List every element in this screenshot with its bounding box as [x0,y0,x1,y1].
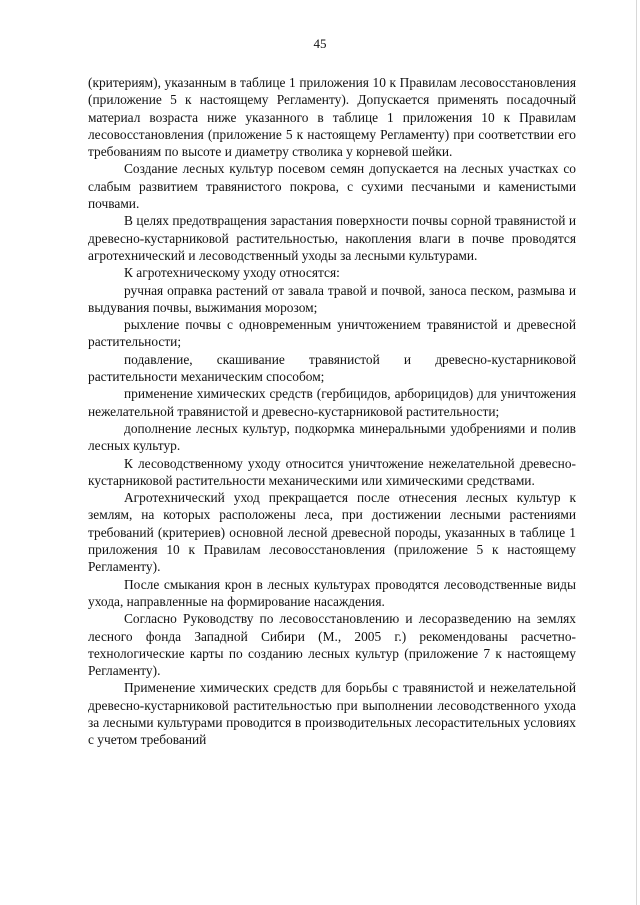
paragraph-care-purpose: В целях предотвращения зарастания поверхности почвы сорной травянистой и древесно-кустарниковой растительностью, накопления влаги в почве проводятся агротехнический и лесоводственный уходы за лесными культурами. [88,213,576,263]
paragraph-seed-sowing: Создание лесных культур посевом семян допускается на лесных участках со слабым развитием травянистого покрова, с сухими песчаными и каменистыми почвами. [88,161,576,212]
paragraph-agrotech-intro: К агротехническому уходу относятся: [124,265,340,281]
paragraph-silvicultural-care: К лесоводственному уходу относится уничтожение нежелательной древесно-кустарниковой растительности механическими или химическими средствами. [88,455,576,488]
paragraph-guidelines-reference: Согласно Руководству по лесовосстановлению и лесоразведению на землях лесного фонда Западной Сибири (М., 2005 г.) рекомендованы расчетно-технологические карты по созданию лесных культур (приложение 7 к настоящему Регламенту). [88,611,576,679]
paragraph-crown-closure: После смыкания крон в лесных культурах проводятся лесоводственные виды ухода, направленные на формирование насаждения. [88,576,576,609]
page-number: 45 [313,36,327,51]
list-item-supplementing: дополнение лесных культур, подкормка минеральными удобрениями и полив лесных культур. [88,420,576,454]
paragraph-chemical-application: Применение химических средств для борьбы с травянистой и нежелательной древесно-кустарниковой растительностью при выполнении лесоводственного ухода за лесными культурами проводится в производительных лесорастительных условиях с учетом требований [88,680,576,748]
paragraph-continuation: (критериям), указанным в таблице 1 приложения 10 к Правилам лесовосстановления (приложение 5 к настоящему Регламенту). Допускается применять посадочный материал возраста ниже указанного в таблице 1 приложения 10 к Правилам лесовосстановления (приложение 5 к настоящему Регламенту) при соответствии его требованиям по высоте и диаметру стволика у корневой шейки. [88,75,576,160]
list-item-soil-loosening: рыхление почвы с одновременным уничтожением травянистой и древесной растительности; [88,317,576,350]
list-item-manual-straightening: ручная оправка растений от завала травой и почвой, заноса песком, размыва и выдувания почвы, выжимания морозом; [88,282,576,315]
page-edge-line [636,0,637,905]
document-body [88,74,576,749]
list-item-chemical-means: применение химических средств (гербицидов, арборицидов) для уничтожения нежелательной травянистой и древесно-кустарниковой растительности; [88,386,576,419]
paragraph-agrotech-termination: Агротехнический уход прекращается после отнесения лесных культур к землям, на которых расположены леса, при достижении лесными растениями требований (критериев) основной лесной древесной породы, указанных в таблице 1 приложения 10 к Правилам лесовосстановления (приложение 5 к настоящему Регламенту). [88,490,576,575]
list-item-suppression-mowing: подавление, скашивание травянистой и древесно-кустарниковой растительности механическим способом; [88,351,576,385]
